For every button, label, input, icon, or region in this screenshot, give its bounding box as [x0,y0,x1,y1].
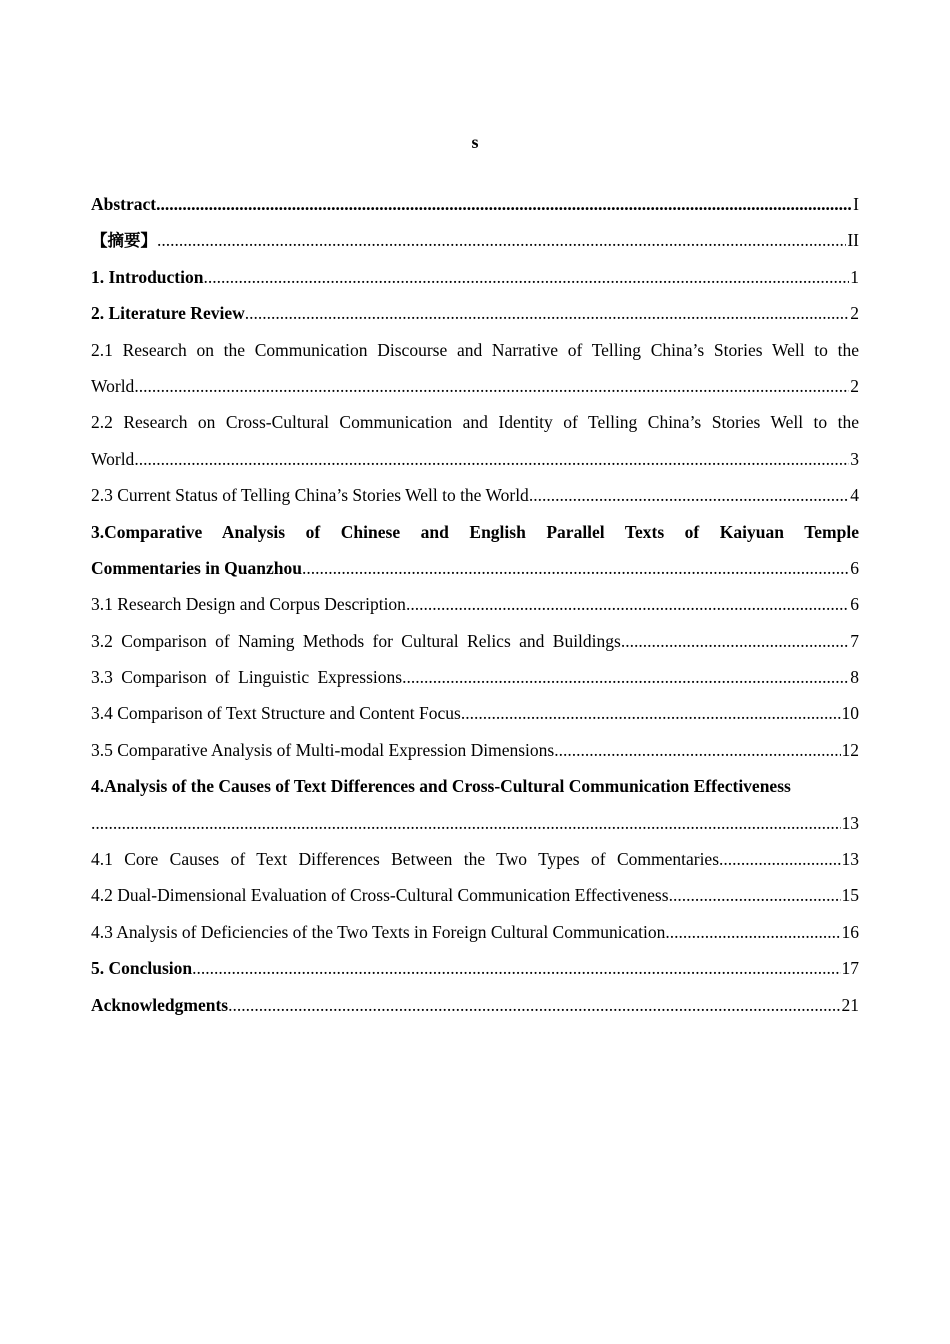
toc-entry-4-2[interactable] [91,882,859,918]
toc-entry-3-5[interactable] [91,737,859,773]
table-of-contents [91,191,859,1028]
page-title: s [471,132,479,152]
toc-entry-text: 3.1 Research Design and Corpus Description [91,594,406,615]
toc-leader-dots [228,992,840,1018]
toc-entry-text: 3.Comparative Analysis of Chinese and English Parallel Texts of Kaiyuan Temple [91,521,859,542]
toc-entry-text: Abstract [91,194,157,214]
toc-leader-dots [669,882,841,908]
toc-entry-3-4[interactable] [91,700,859,736]
toc-leader-dots [91,810,841,836]
toc-entry-text-cont: Commentaries in Quanzhou [91,557,302,578]
toc-leader-dots [665,919,840,945]
toc-leader-dots [157,227,846,253]
toc-entry-text: 2. Literature Review [91,303,245,324]
toc-page-number: 6 [850,594,859,615]
toc-leader-dots [554,737,840,763]
toc-leader-dots [461,700,841,726]
toc-entry-4-1[interactable] [91,846,859,882]
toc-entry-text: Acknowledgments [91,994,229,1015]
toc-leader-dots [406,591,849,617]
toc-entry-text: 4.Analysis of the Causes of Text Differences and Cross-Cultural Communication Effectiveness [91,776,791,797]
toc-entry-text: 4.1 Core Causes of Text Differences Between the Two Types of Commentaries [91,849,720,870]
toc-entry-conclusion[interactable] [91,955,859,991]
toc-entry-3[interactable] [91,519,859,592]
toc-leader-dots [203,264,849,290]
toc-entry-text: 3.2 Comparison of Naming Methods for Cultural Relics and Buildings [91,630,621,651]
toc-leader-dots [719,846,840,872]
toc-entry-2-2[interactable] [91,409,859,482]
toc-leader-dots [134,373,849,399]
toc-entry-text: 2.1 Research on the Communication Discourse and Narrative of Telling China’s Stories Well to the [91,339,859,360]
toc-entry-text: 4.3 Analysis of Deficiencies of the Two Texts in Foreign Cultural Communication [91,921,666,942]
toc-leader-dots [134,446,849,472]
toc-entry-abstract[interactable] [91,191,859,227]
toc-entry-text: 3.3 Comparison of Linguistic Expressions [91,667,403,688]
toc-page-number: 3 [850,448,859,469]
toc-entry-text: 1. Introduction [91,266,204,287]
toc-page-number: 16 [841,921,859,942]
toc-entry-text: 5. Conclusion [91,958,193,979]
toc-entry-text: 【摘要】 [91,231,157,251]
toc-entry-4[interactable] [91,773,859,846]
toc-entry-text: 3.5 Comparative Analysis of Multi-modal Expression Dimensions [91,739,555,760]
toc-leader-dots [302,555,849,581]
toc-entry-4-3[interactable] [91,919,859,955]
toc-leader-dots [192,955,840,981]
toc-entry-zhaiyao[interactable] [91,227,859,263]
toc-page-number: I [853,194,859,214]
toc-entry-3-3[interactable] [91,664,859,700]
toc-entry-2-1[interactable] [91,337,859,410]
toc-page-number: 10 [841,703,859,724]
toc-page-number: 13 [841,849,859,870]
toc-leader-dots [621,628,849,654]
toc-leader-dots [245,300,850,326]
toc-entry-text: 4.2 Dual-Dimensional Evaluation of Cross-Cultural Communication Effectiveness [91,885,669,906]
toc-page-number: 4 [850,485,859,506]
toc-entry-text-cont: World [91,448,135,469]
toc-page-number: 17 [841,958,859,979]
toc-entry-acknowledgments[interactable] [91,992,859,1028]
toc-entry-text-cont: World [91,375,135,396]
toc-page-number: 13 [841,812,859,833]
toc-entry-2-3[interactable] [91,482,859,518]
toc-page-number: 21 [841,994,859,1015]
toc-entry-3-1[interactable] [91,591,859,627]
toc-entry-text: 2.3 Current Status of Telling China’s Stories Well to the World [91,485,529,506]
toc-entry-text: 3.4 Comparison of Text Structure and Content Focus [91,703,461,724]
toc-page-number: 15 [841,885,859,906]
toc-leader-dots [529,482,849,508]
toc-page-number: II [847,230,859,251]
toc-page-number: 12 [841,739,859,760]
toc-entry-text: 2.2 Research on Cross-Cultural Communication and Identity of Telling China’s Stories Well to the [91,412,859,433]
toc-page-number: 1 [850,266,859,287]
toc-page-number: 6 [850,557,859,578]
toc-entry-3-2[interactable] [91,628,859,664]
toc-page-number: 7 [850,630,859,651]
toc-page-number: 2 [850,375,859,396]
toc-leader-dots [156,191,852,217]
toc-entry-introduction[interactable] [91,264,859,300]
toc-entry-literature-review[interactable] [91,300,859,336]
toc-page-number: 2 [850,303,859,324]
toc-leader-dots [402,664,849,690]
toc-page-number: 8 [850,667,859,688]
